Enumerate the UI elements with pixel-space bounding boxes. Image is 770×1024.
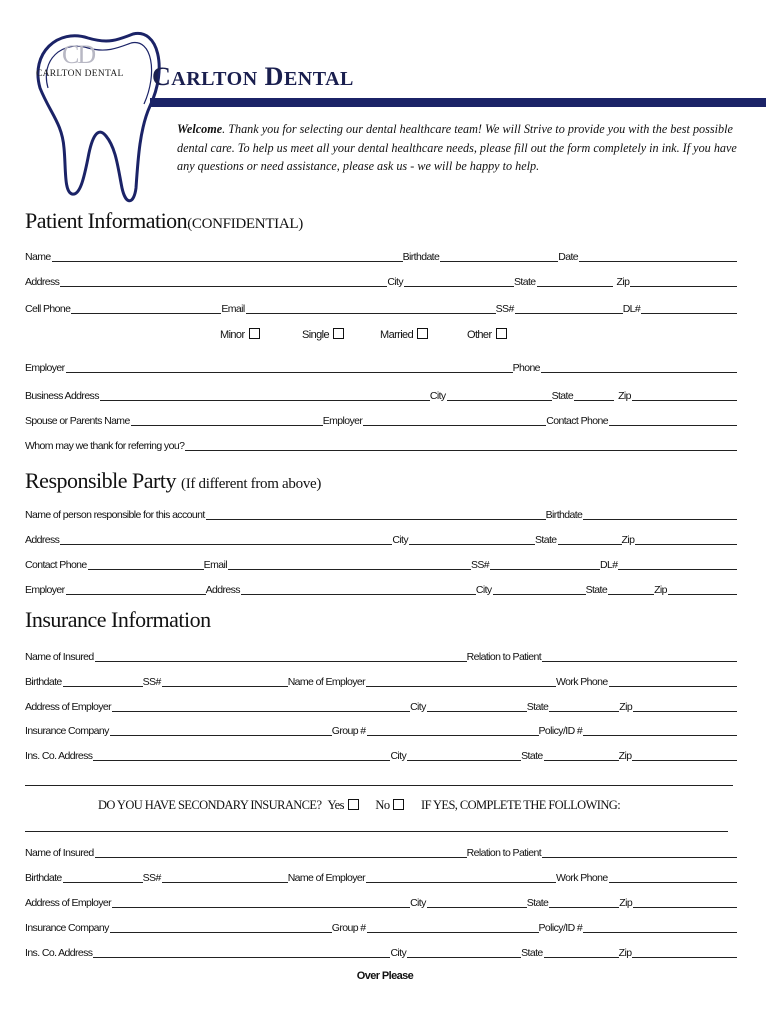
secondary-employer-field[interactable] (366, 881, 556, 883)
company-field[interactable] (110, 734, 332, 736)
responsible-emp-zip-field[interactable] (668, 593, 737, 595)
ssn-label: SS# (495, 303, 514, 315)
email-field[interactable] (246, 312, 496, 314)
employer-zip-label: Zip (619, 701, 633, 713)
secondary-no-label: No (375, 798, 390, 812)
responsible-dl-label: DL# (599, 559, 618, 571)
group-field[interactable] (367, 734, 539, 736)
insurance-row-company (25, 723, 737, 737)
employer-city-label: City (410, 701, 426, 713)
divider-line (25, 785, 733, 786)
patient-row-spouse (25, 413, 737, 427)
responsible-emp-state-label: State (585, 584, 608, 596)
responsible-zip-field[interactable] (635, 543, 737, 545)
patient-row-referral (25, 438, 737, 452)
business-zip-field[interactable] (632, 399, 737, 401)
spouse-contact-phone-label: Contact Phone (546, 415, 608, 427)
secondary-employer-zip-label: Zip (619, 897, 633, 909)
secondary-ins-state-field[interactable] (544, 956, 619, 958)
responsible-row-contact (25, 557, 737, 571)
responsible-name-field[interactable] (206, 518, 546, 520)
work-phone-field[interactable] (609, 685, 737, 687)
responsible-city-field[interactable] (409, 543, 535, 545)
secondary-ins-zip-label: Zip (618, 947, 632, 959)
responsible-dl-field[interactable] (618, 568, 737, 570)
secondary-employer-city-label: City (410, 897, 426, 909)
employer-address-label: Address of Employer (25, 701, 112, 713)
insurance-row-employer-address (25, 699, 737, 713)
responsible-ssn-label: SS# (470, 559, 489, 571)
business-city-field[interactable] (447, 399, 552, 401)
ins-state-field[interactable] (544, 759, 619, 761)
married-checkbox[interactable] (417, 328, 428, 339)
insurance-section-title: Insurance Information (25, 607, 211, 632)
secondary-employer-state-label: State (526, 897, 549, 909)
status-married: Married (380, 328, 428, 341)
ins-state-label: State (521, 750, 543, 762)
secondary-ins-city-label: City (390, 947, 407, 959)
patient-row-address (25, 274, 737, 288)
secondary-employer-address-label: Address of Employer (25, 897, 112, 909)
employer-state-field[interactable] (549, 710, 619, 712)
responsible-contact-phone-field[interactable] (88, 568, 204, 570)
responsible-emp-zip-label: Zip (654, 584, 667, 596)
insured-name-field[interactable] (95, 660, 467, 662)
business-city-label: City (429, 390, 446, 402)
employer-zip-field[interactable] (633, 710, 737, 712)
secondary-row-employer-address (25, 895, 737, 909)
patient-row-employer (25, 360, 737, 374)
responsible-birthdate-field[interactable] (583, 518, 737, 520)
secondary-yes-checkbox[interactable] (348, 799, 359, 810)
responsible-address-field[interactable] (60, 543, 392, 545)
responsible-emp-state-field[interactable] (608, 593, 654, 595)
responsible-state-label: State (535, 534, 557, 546)
relation-label: Relation to Patient (466, 651, 542, 663)
secondary-company-field[interactable] (110, 931, 332, 933)
business-state-label: State (551, 390, 574, 402)
secondary-work-phone-field[interactable] (609, 881, 737, 883)
responsible-row-address (25, 532, 737, 546)
insured-employer-label: Name of Employer (287, 676, 366, 688)
secondary-ins-zip-field[interactable] (632, 956, 737, 958)
dl-label: DL# (622, 303, 641, 315)
welcome-message: Welcome. Thank you for selecting our dental healthcare team! We will Strive to provide you with the best possible dental care. To help us meet all your dental healthcare needs, please fill out the form completely in ink. If you have any questions or need assistance, please ask us - we will be happy to help. (177, 122, 737, 173)
secondary-ins-city-field[interactable] (407, 956, 521, 958)
secondary-policy-label: Policy/ID # (538, 922, 583, 934)
ins-zip-label: Zip (618, 750, 632, 762)
city-field[interactable] (404, 285, 514, 287)
business-address-field[interactable] (100, 399, 430, 401)
spouse-label: Spouse or Parents Name (25, 415, 130, 427)
insured-ssn-field[interactable] (162, 685, 288, 687)
secondary-group-field[interactable] (367, 931, 539, 933)
city-label: City (387, 276, 404, 288)
responsible-email-label: Email (203, 559, 227, 571)
secondary-insurance-question (98, 798, 624, 813)
phone-label: Phone (512, 362, 540, 374)
company-label: Insurance Company (25, 725, 109, 737)
business-zip-label: Zip (618, 390, 631, 402)
insured-ssn-label: SS# (142, 676, 161, 688)
patient-section-title: Patient Information(CONFIDENTIAL) (25, 208, 303, 233)
zip-field[interactable] (630, 285, 737, 287)
responsible-row-name (25, 507, 737, 521)
responsible-zip-label: Zip (621, 534, 635, 546)
referral-field[interactable] (185, 449, 737, 451)
status-other: Other (467, 328, 507, 341)
insurance-row-birthdate (25, 674, 737, 688)
secondary-ins-state-label: State (521, 947, 543, 959)
state-field[interactable] (537, 285, 613, 287)
secondary-work-phone-label: Work Phone (556, 872, 608, 884)
cell-phone-field[interactable] (71, 312, 221, 314)
secondary-ssn-field[interactable] (162, 881, 288, 883)
spouse-contact-phone-field[interactable] (609, 424, 737, 426)
state-label: State (514, 276, 536, 288)
responsible-ssn-field[interactable] (490, 568, 600, 570)
date-label: Date (558, 251, 579, 263)
responsible-employer-field[interactable] (66, 593, 206, 595)
secondary-insured-name-field[interactable] (95, 856, 467, 858)
insured-employer-field[interactable] (366, 685, 556, 687)
ins-zip-field[interactable] (632, 759, 737, 761)
employer-address-field[interactable] (112, 710, 410, 712)
secondary-policy-field[interactable] (583, 931, 737, 933)
patient-row-business (25, 388, 737, 402)
responsible-emp-address-label: Address (205, 584, 240, 596)
secondary-row-insured (25, 845, 737, 859)
insurance-row-ins-address (25, 748, 737, 762)
responsible-employer-label: Employer (25, 584, 65, 596)
secondary-employer-city-field[interactable] (427, 906, 527, 908)
single-checkbox[interactable] (333, 328, 344, 339)
responsible-state-field[interactable] (558, 543, 622, 545)
referral-label: Whom may we thank for referring you? (25, 440, 185, 452)
secondary-row-birthdate (25, 870, 737, 884)
over-please-note: Over Please (356, 970, 414, 982)
patient-row-contact (25, 301, 737, 315)
name-field[interactable] (52, 260, 403, 262)
ssn-field[interactable] (515, 312, 623, 314)
birthdate-field[interactable] (440, 260, 558, 262)
cell-phone-label: Cell Phone (25, 303, 71, 315)
group-label: Group # (331, 725, 366, 737)
responsible-email-field[interactable] (228, 568, 471, 570)
responsible-emp-city-label: City (475, 584, 492, 596)
ins-address-label: Ins. Co. Address (25, 750, 93, 762)
header-band (150, 98, 766, 107)
spouse-employer-label: Employer (322, 415, 363, 427)
insured-name-label: Name of Insured (25, 651, 94, 663)
brand-name: CARLTON DENTAL (152, 62, 354, 91)
business-address-label: Business Address (25, 390, 99, 402)
other-checkbox[interactable] (496, 328, 507, 339)
secondary-ins-address-field[interactable] (93, 956, 390, 958)
secondary-instruction: IF YES, COMPLETE THE FOLLOWING: (421, 798, 621, 812)
secondary-employer-zip-field[interactable] (633, 906, 737, 908)
patient-row-name (25, 249, 737, 263)
spouse-employer-field[interactable] (363, 424, 546, 426)
responsible-contact-phone-label: Contact Phone (25, 559, 87, 571)
minor-checkbox[interactable] (249, 328, 260, 339)
policy-label: Policy/ID # (538, 725, 583, 737)
secondary-ins-address-label: Ins. Co. Address (25, 947, 93, 959)
spouse-field[interactable] (131, 424, 323, 426)
name-label: Name (25, 251, 51, 263)
secondary-relation-field[interactable] (542, 856, 737, 858)
date-field[interactable] (579, 260, 737, 262)
secondary-relation-label: Relation to Patient (466, 847, 542, 859)
ins-city-label: City (390, 750, 407, 762)
secondary-birthdate-label: Birthdate (25, 872, 62, 884)
responsible-row-employer (25, 582, 737, 596)
responsible-emp-city-field[interactable] (493, 593, 586, 595)
secondary-employer-state-field[interactable] (549, 906, 619, 908)
secondary-ssn-label: SS# (142, 872, 161, 884)
ins-address-field[interactable] (93, 759, 390, 761)
insured-birthdate-label: Birthdate (25, 676, 62, 688)
dl-field[interactable] (641, 312, 737, 314)
logo-monogram: CD (62, 40, 95, 69)
address-label: Address (25, 276, 60, 288)
secondary-row-company (25, 920, 737, 934)
employer-label: Employer (25, 362, 65, 374)
birthdate-label: Birthdate (402, 251, 440, 263)
status-single: Single (302, 328, 344, 341)
secondary-employer-address-field[interactable] (112, 906, 410, 908)
responsible-birthdate-label: Birthdate (545, 509, 583, 521)
status-minor: Minor (220, 328, 260, 341)
secondary-question-text: DO YOU HAVE SECONDARY INSURANCE? (98, 798, 322, 812)
responsible-section-title: Responsible Party (If different from above) (25, 468, 322, 493)
address-field[interactable] (60, 285, 387, 287)
employer-state-label: State (526, 701, 549, 713)
relation-field[interactable] (542, 660, 737, 662)
business-state-field[interactable] (574, 399, 614, 401)
logo-text: CARLTON DENTAL (36, 69, 124, 79)
secondary-birthdate-field[interactable] (63, 881, 143, 883)
ins-city-field[interactable] (407, 759, 521, 761)
email-label: Email (221, 303, 245, 315)
responsible-emp-address-field[interactable] (241, 593, 476, 595)
zip-label: Zip (616, 276, 630, 288)
insurance-row-insured (25, 649, 737, 663)
secondary-insured-name-label: Name of Insured (25, 847, 94, 859)
divider-line (25, 831, 728, 832)
secondary-no-checkbox[interactable] (393, 799, 404, 810)
secondary-employer-label: Name of Employer (287, 872, 366, 884)
employer-city-field[interactable] (427, 710, 527, 712)
phone-field[interactable] (541, 371, 737, 373)
work-phone-label: Work Phone (556, 676, 608, 688)
secondary-group-label: Group # (331, 922, 366, 934)
policy-field[interactable] (583, 734, 737, 736)
responsible-city-label: City (392, 534, 409, 546)
responsible-name-label: Name of person responsible for this account (25, 509, 205, 521)
secondary-company-label: Insurance Company (25, 922, 109, 934)
secondary-row-ins-address (25, 945, 737, 959)
responsible-address-label: Address (25, 534, 60, 546)
secondary-yes-label: Yes (327, 798, 344, 812)
employer-field[interactable] (66, 371, 513, 373)
insured-birthdate-field[interactable] (63, 685, 143, 687)
